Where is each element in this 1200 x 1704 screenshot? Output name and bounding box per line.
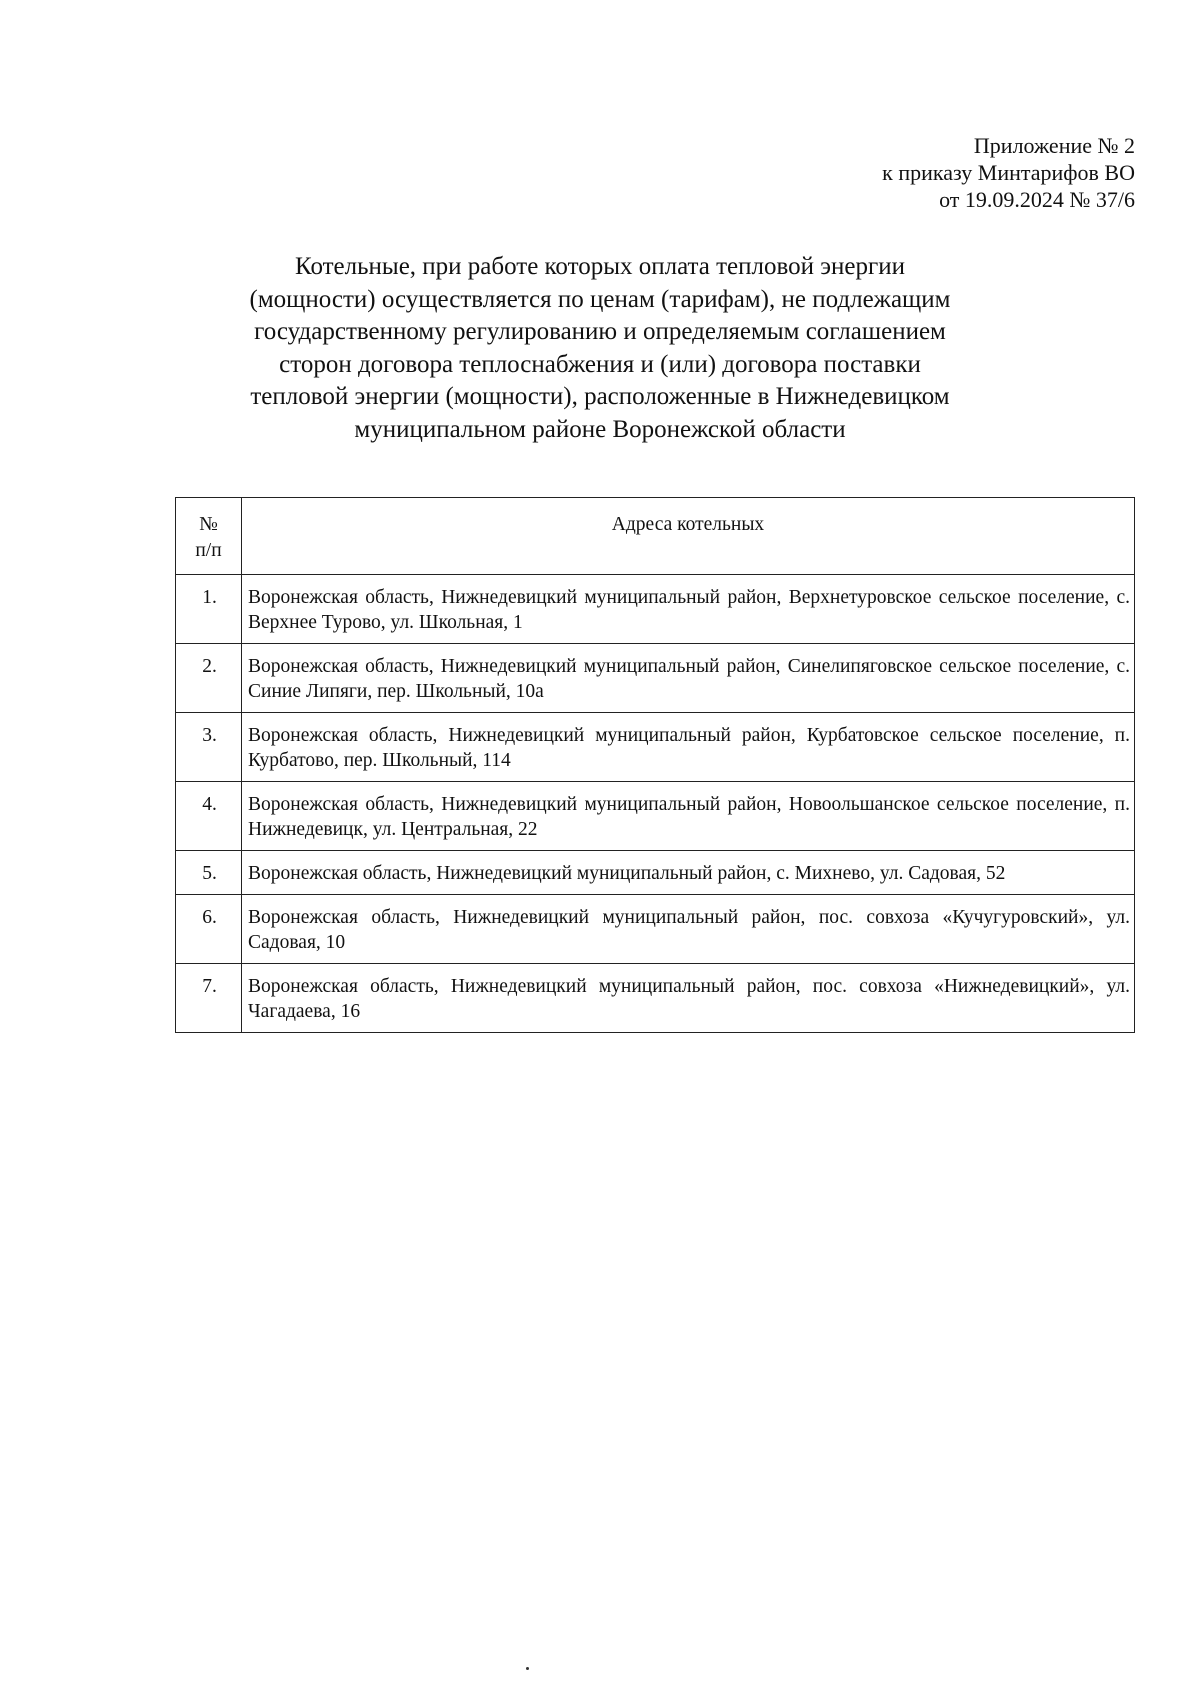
title-line: (мощности) осуществляется по ценам (тарифам), не подлежащим: [249, 285, 951, 313]
table-body: [176, 575, 1135, 1033]
row-address: Воронежская область, Нижнедевицкий муниципальный район, Синелипяговское сельское поселение, с. Синие Липяги, пер. Школьный, 10а: [242, 644, 1135, 713]
title-line: Котельные, при работе которых оплата тепловой энергии: [295, 253, 905, 280]
column-header-address: Адреса котельных: [242, 498, 1135, 575]
appendix-order: к приказу Минтарифов ВО: [882, 160, 1135, 185]
column-header-number: [176, 498, 242, 575]
row-address: Воронежская область, Нижнедевицкий муниципальный район, Курбатовское сельское поселение, п. Курбатово, пер. Школьный, 114: [242, 713, 1135, 782]
table-row: [176, 782, 1135, 851]
appendix-date: от 19.09.2024 № 37/6: [939, 187, 1135, 212]
table-row: [176, 575, 1135, 644]
row-address: Воронежская область, Нижнедевицкий муниципальный район, Верхнетуровское сельское поселение, с. Верхнее Турово, ул. Школьная, 1: [242, 575, 1135, 644]
table-row: [176, 644, 1135, 713]
table-row: [176, 851, 1135, 895]
row-number: 1.: [176, 575, 242, 644]
row-number: 5.: [176, 851, 242, 895]
number-abbrev: п/п: [195, 540, 222, 561]
title-line: сторон договора теплоснабжения и (или) договора поставки: [279, 350, 921, 378]
row-address: Воронежская область, Нижнедевицкий муниципальный район, с. Михнево, ул. Садовая, 52: [242, 851, 1135, 895]
row-number: 2.: [176, 644, 242, 713]
row-address: Воронежская область, Нижнедевицкий муниципальный район, пос. совхоза «Кучугуровский», ул. Садовая, 10: [242, 895, 1135, 964]
number-sign: №: [199, 514, 218, 535]
table-row: [176, 895, 1135, 964]
row-address: Воронежская область, Нижнедевицкий муниципальный район, пос. совхоза «Нижнедевицкий», ул. Чагадаева, 16: [242, 964, 1135, 1033]
appendix-reference: [882, 132, 1135, 213]
title-line: государственному регулированию и определяемым соглашением: [254, 318, 946, 345]
title-line: муниципальном районе Воронежской области: [354, 415, 846, 443]
row-number: 4.: [176, 782, 242, 851]
table-row: [176, 964, 1135, 1033]
scan-speck: [526, 1667, 529, 1670]
row-number: 3.: [176, 713, 242, 782]
row-number: 7.: [176, 964, 242, 1033]
row-address: Воронежская область, Нижнедевицкий муниципальный район, Новоольшанское сельское поселение, п. Нижнедевицк, ул. Центральная, 22: [242, 782, 1135, 851]
row-number: 6.: [176, 895, 242, 964]
appendix-number: Приложение № 2: [973, 133, 1135, 158]
table-row: [176, 713, 1135, 782]
title-line: тепловой энергии (мощности), расположенные в Нижнедевицком: [250, 383, 950, 410]
table-header-row: [176, 498, 1135, 575]
document-title: [200, 251, 1000, 446]
boiler-address-table: [175, 497, 1135, 1033]
